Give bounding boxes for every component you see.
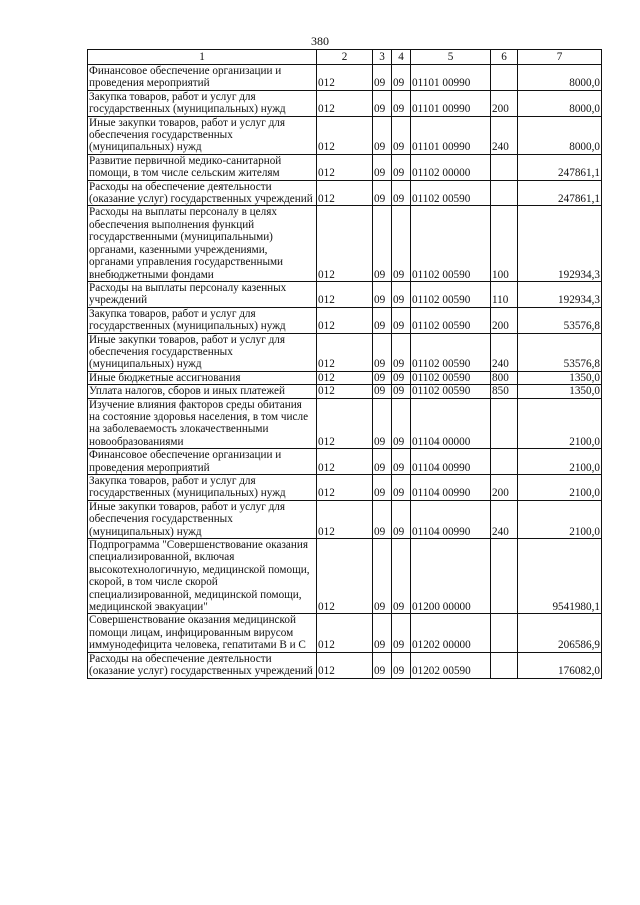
row-expense-type-cell: 110 bbox=[491, 281, 518, 307]
row-subsection-cell: 09 bbox=[392, 116, 411, 154]
row-target-article-cell: 01104 00000 bbox=[411, 398, 491, 449]
row-amount-cell: 192934,3 bbox=[518, 281, 602, 307]
row-name-cell: Закупка товаров, работ и услуг для государственных (муниципальных) нужд bbox=[88, 307, 317, 333]
column-header: 3 bbox=[373, 50, 392, 65]
row-section-cell: 09 bbox=[373, 500, 392, 538]
column-header: 6 bbox=[491, 50, 518, 65]
row-target-article-cell: 01104 00990 bbox=[411, 500, 491, 538]
row-expense-type-cell: 850 bbox=[491, 385, 518, 398]
table-row bbox=[88, 206, 602, 281]
row-code-cell: 012 bbox=[317, 539, 373, 614]
row-subsection-cell: 09 bbox=[392, 333, 411, 371]
row-section-cell: 09 bbox=[373, 449, 392, 475]
row-amount-cell: 8000,0 bbox=[518, 90, 602, 116]
row-target-article-cell: 01101 00990 bbox=[411, 116, 491, 154]
row-code-cell: 012 bbox=[317, 116, 373, 154]
row-code-cell: 012 bbox=[317, 449, 373, 475]
row-expense-type-cell bbox=[491, 154, 518, 180]
row-expense-type-cell bbox=[491, 65, 518, 91]
row-code-cell: 012 bbox=[317, 371, 373, 384]
row-code-cell: 012 bbox=[317, 385, 373, 398]
row-section-cell: 09 bbox=[373, 180, 392, 206]
row-name-cell: Подпрограмма "Совершенствование оказания специализированной, включая высокотехнологичную, медицинской помощи, скорой, в том числе скорой специализированной, медицинской помощи, медицинской эвакуации" bbox=[88, 539, 317, 614]
row-name-cell: Финансовое обеспечение организации и проведения мероприятий bbox=[88, 65, 317, 91]
row-section-cell: 09 bbox=[373, 281, 392, 307]
row-target-article-cell: 01104 00990 bbox=[411, 475, 491, 501]
row-code-cell: 012 bbox=[317, 65, 373, 91]
column-header: 4 bbox=[392, 50, 411, 65]
row-target-article-cell: 01102 00000 bbox=[411, 154, 491, 180]
row-expense-type-cell: 100 bbox=[491, 206, 518, 281]
row-name-cell: Расходы на выплаты персоналу в целях обеспечения выполнения функций государственными (муниципальными) органами, казенными учреждениями, органами управления государственными внебюджетными фондами bbox=[88, 206, 317, 281]
row-code-cell: 012 bbox=[317, 180, 373, 206]
page-number: 380 bbox=[311, 34, 329, 48]
row-code-cell: 012 bbox=[317, 154, 373, 180]
row-target-article-cell: 01202 00590 bbox=[411, 652, 491, 678]
row-amount-cell: 2100,0 bbox=[518, 449, 602, 475]
row-name-cell: Совершенствование оказания медицинской помощи лицам, инфицированным вирусом иммунодефицита человека, гепатитами В и С bbox=[88, 614, 317, 652]
row-name-cell: Финансовое обеспечение организации и проведения мероприятий bbox=[88, 449, 317, 475]
row-section-cell: 09 bbox=[373, 371, 392, 384]
row-expense-type-cell bbox=[491, 398, 518, 449]
row-section-cell: 09 bbox=[373, 65, 392, 91]
row-subsection-cell: 09 bbox=[392, 281, 411, 307]
row-amount-cell: 247861,1 bbox=[518, 154, 602, 180]
row-expense-type-cell bbox=[491, 180, 518, 206]
row-name-cell: Изучение влияния факторов среды обитания на состояние здоровья населения, в том числе на заболеваемость злокачественными новообразованиями bbox=[88, 398, 317, 449]
row-expense-type-cell bbox=[491, 539, 518, 614]
row-expense-type-cell: 200 bbox=[491, 90, 518, 116]
row-section-cell: 09 bbox=[373, 539, 392, 614]
row-subsection-cell: 09 bbox=[392, 614, 411, 652]
row-target-article-cell: 01202 00000 bbox=[411, 614, 491, 652]
row-code-cell: 012 bbox=[317, 333, 373, 371]
row-code-cell: 012 bbox=[317, 90, 373, 116]
row-target-article-cell: 01101 00990 bbox=[411, 65, 491, 91]
table-row bbox=[88, 539, 602, 614]
row-subsection-cell: 09 bbox=[392, 475, 411, 501]
row-subsection-cell: 09 bbox=[392, 90, 411, 116]
row-section-cell: 09 bbox=[373, 90, 392, 116]
row-code-cell: 012 bbox=[317, 206, 373, 281]
row-target-article-cell: 01200 00000 bbox=[411, 539, 491, 614]
row-subsection-cell: 09 bbox=[392, 398, 411, 449]
row-name-cell: Иные закупки товаров, работ и услуг для обеспечения государственных (муниципальных) нужд bbox=[88, 333, 317, 371]
row-target-article-cell: 01104 00990 bbox=[411, 449, 491, 475]
row-code-cell: 012 bbox=[317, 500, 373, 538]
table-row bbox=[88, 154, 602, 180]
row-subsection-cell: 09 bbox=[392, 539, 411, 614]
row-code-cell: 012 bbox=[317, 652, 373, 678]
row-subsection-cell: 09 bbox=[392, 206, 411, 281]
row-amount-cell: 8000,0 bbox=[518, 65, 602, 91]
table-header-row bbox=[88, 50, 602, 65]
table-row bbox=[88, 90, 602, 116]
row-section-cell: 09 bbox=[373, 475, 392, 501]
row-amount-cell: 1350,0 bbox=[518, 385, 602, 398]
table-row bbox=[88, 500, 602, 538]
row-amount-cell: 206586,9 bbox=[518, 614, 602, 652]
row-subsection-cell: 09 bbox=[392, 385, 411, 398]
row-code-cell: 012 bbox=[317, 475, 373, 501]
row-expense-type-cell: 240 bbox=[491, 116, 518, 154]
column-header: 2 bbox=[317, 50, 373, 65]
row-subsection-cell: 09 bbox=[392, 500, 411, 538]
table-row bbox=[88, 652, 602, 678]
row-amount-cell: 8000,0 bbox=[518, 116, 602, 154]
row-target-article-cell: 01102 00590 bbox=[411, 333, 491, 371]
table-row bbox=[88, 371, 602, 384]
table-row bbox=[88, 307, 602, 333]
column-header: 1 bbox=[88, 50, 317, 65]
column-header: 5 bbox=[411, 50, 491, 65]
row-name-cell: Иные закупки товаров, работ и услуг для обеспечения государственных (муниципальных) нужд bbox=[88, 500, 317, 538]
table-row bbox=[88, 385, 602, 398]
row-expense-type-cell: 240 bbox=[491, 333, 518, 371]
row-name-cell: Развитие первичной медико-санитарной помощи, в том числе сельским жителям bbox=[88, 154, 317, 180]
row-subsection-cell: 09 bbox=[392, 449, 411, 475]
row-section-cell: 09 bbox=[373, 385, 392, 398]
row-amount-cell: 9541980,1 bbox=[518, 539, 602, 614]
row-name-cell: Расходы на выплаты персоналу казенных учреждений bbox=[88, 281, 317, 307]
row-target-article-cell: 01102 00590 bbox=[411, 307, 491, 333]
row-amount-cell: 53576,8 bbox=[518, 333, 602, 371]
row-target-article-cell: 01102 00590 bbox=[411, 180, 491, 206]
row-section-cell: 09 bbox=[373, 154, 392, 180]
row-section-cell: 09 bbox=[373, 307, 392, 333]
row-name-cell: Уплата налогов, сборов и иных платежей bbox=[88, 385, 317, 398]
row-subsection-cell: 09 bbox=[392, 154, 411, 180]
row-subsection-cell: 09 bbox=[392, 652, 411, 678]
row-expense-type-cell bbox=[491, 614, 518, 652]
row-section-cell: 09 bbox=[373, 652, 392, 678]
table-row bbox=[88, 475, 602, 501]
row-target-article-cell: 01102 00590 bbox=[411, 371, 491, 384]
row-target-article-cell: 01101 00990 bbox=[411, 90, 491, 116]
row-expense-type-cell: 200 bbox=[491, 307, 518, 333]
row-code-cell: 012 bbox=[317, 281, 373, 307]
row-name-cell: Иные бюджетные ассигнования bbox=[88, 371, 317, 384]
budget-table bbox=[87, 49, 602, 679]
row-name-cell: Иные закупки товаров, работ и услуг для обеспечения государственных (муниципальных) нужд bbox=[88, 116, 317, 154]
table-row bbox=[88, 180, 602, 206]
row-name-cell: Закупка товаров, работ и услуг для государственных (муниципальных) нужд bbox=[88, 90, 317, 116]
table-row bbox=[88, 614, 602, 652]
table-row bbox=[88, 398, 602, 449]
row-name-cell: Расходы на обеспечение деятельности (оказание услуг) государственных учреждений bbox=[88, 180, 317, 206]
row-section-cell: 09 bbox=[373, 116, 392, 154]
row-amount-cell: 247861,1 bbox=[518, 180, 602, 206]
row-amount-cell: 53576,8 bbox=[518, 307, 602, 333]
column-header: 7 bbox=[518, 50, 602, 65]
row-subsection-cell: 09 bbox=[392, 65, 411, 91]
row-expense-type-cell bbox=[491, 652, 518, 678]
row-subsection-cell: 09 bbox=[392, 307, 411, 333]
row-target-article-cell: 01102 00590 bbox=[411, 385, 491, 398]
row-amount-cell: 176082,0 bbox=[518, 652, 602, 678]
row-code-cell: 012 bbox=[317, 307, 373, 333]
row-section-cell: 09 bbox=[373, 333, 392, 371]
row-section-cell: 09 bbox=[373, 398, 392, 449]
row-code-cell: 012 bbox=[317, 398, 373, 449]
row-subsection-cell: 09 bbox=[392, 371, 411, 384]
table-row bbox=[88, 65, 602, 91]
row-amount-cell: 2100,0 bbox=[518, 475, 602, 501]
row-amount-cell: 2100,0 bbox=[518, 500, 602, 538]
row-expense-type-cell: 240 bbox=[491, 500, 518, 538]
table-row bbox=[88, 333, 602, 371]
row-amount-cell: 192934,3 bbox=[518, 206, 602, 281]
row-expense-type-cell bbox=[491, 449, 518, 475]
row-subsection-cell: 09 bbox=[392, 180, 411, 206]
row-amount-cell: 1350,0 bbox=[518, 371, 602, 384]
row-name-cell: Расходы на обеспечение деятельности (оказание услуг) государственных учреждений bbox=[88, 652, 317, 678]
row-section-cell: 09 bbox=[373, 614, 392, 652]
table-row bbox=[88, 116, 602, 154]
table-row bbox=[88, 449, 602, 475]
row-name-cell: Закупка товаров, работ и услуг для государственных (муниципальных) нужд bbox=[88, 475, 317, 501]
row-expense-type-cell: 800 bbox=[491, 371, 518, 384]
table-row bbox=[88, 281, 602, 307]
row-amount-cell: 2100,0 bbox=[518, 398, 602, 449]
row-target-article-cell: 01102 00590 bbox=[411, 206, 491, 281]
row-code-cell: 012 bbox=[317, 614, 373, 652]
row-expense-type-cell: 200 bbox=[491, 475, 518, 501]
row-target-article-cell: 01102 00590 bbox=[411, 281, 491, 307]
row-section-cell: 09 bbox=[373, 206, 392, 281]
